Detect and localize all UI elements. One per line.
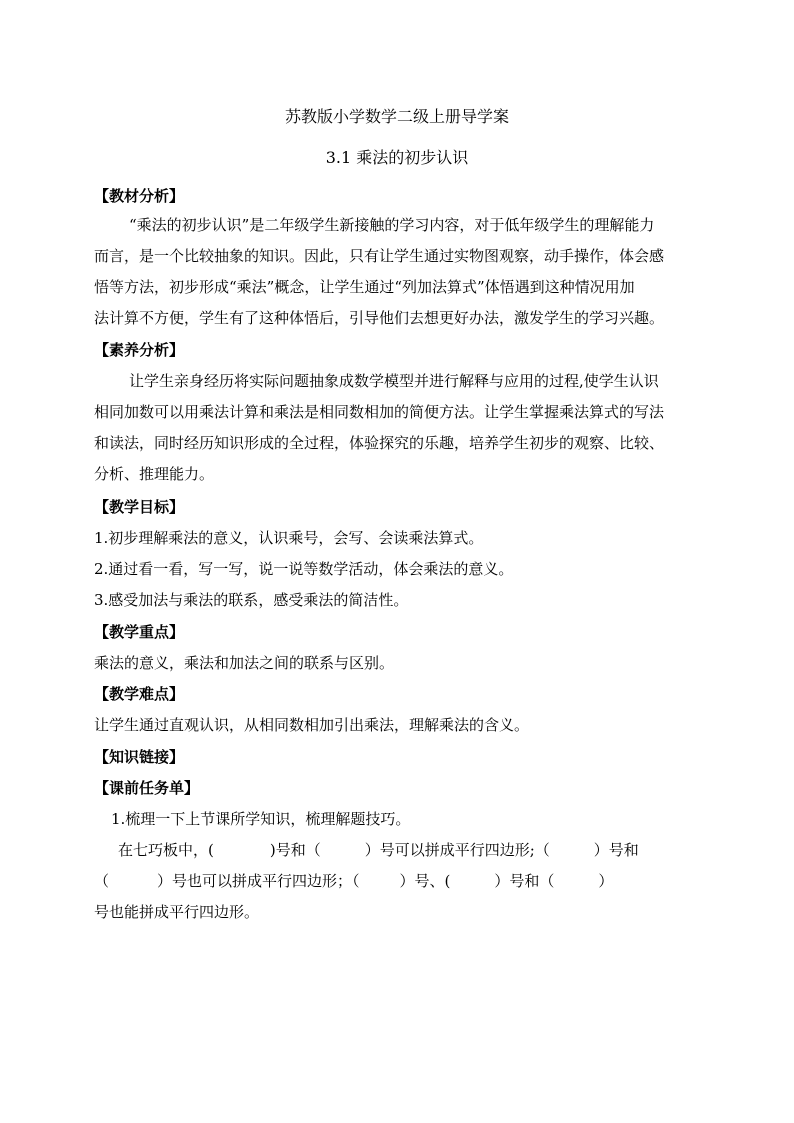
section-heading-literacy: 【素养分析】 <box>94 341 185 359</box>
exercise-text: ）号和（ <box>494 872 555 890</box>
pre-task-item: 1.梳理一下上节课所学知识，梳理解题技巧。 <box>111 810 411 828</box>
literacy-line: 让学生亲身经历将实际问题抽象成数学模型并进行解释与应用的过程,使学生认识 <box>129 372 659 390</box>
exercise-text: ）号也可以拼成平行四边形；（ <box>157 872 360 890</box>
exercise-line-3: 号也能拼成平行四边形。 <box>94 903 260 921</box>
document-subtitle: 3.1 乘法的初步认识 <box>325 148 469 167</box>
exercise-text: ）号可以拼成平行四边形;（ <box>364 841 550 859</box>
exercise-text: ）号、( <box>399 872 451 890</box>
analysis-line: “乘法的初步认识”是二年级学生新接触的学习内容，对于低年级学生的理解能力 <box>129 216 655 234</box>
exercise-line-1 <box>118 840 714 860</box>
section-heading-difficulties: 【教学难点】 <box>94 685 185 703</box>
goal-item: 2.通过看一看，写一写，说一说等数学活动，体会乘法的意义。 <box>94 560 514 578</box>
literacy-line: 分析、推理能力。 <box>94 465 215 483</box>
goal-item: 1.初步理解乘法的意义，认识乘号，会写、会读乘法算式。 <box>94 529 484 547</box>
literacy-line: 相同加数可以用乘法计算和乘法是相同数相加的简便方法。让学生掌握乘法算式的写法 <box>94 403 665 421</box>
difficulties-text: 让学生通过直观认识，从相同数相加引出乘法，理解乘法的含义。 <box>94 716 530 734</box>
section-heading-pre-task: 【课前任务单】 <box>94 779 200 797</box>
exercise-text: )号和（ <box>269 841 321 859</box>
key-points-text: 乘法的意义，乘法和加法之间的联系与区别。 <box>94 654 395 672</box>
exercise-text: ） <box>598 872 614 890</box>
section-heading-links: 【知识链接】 <box>94 748 185 766</box>
exercise-text: （ <box>94 872 110 890</box>
analysis-line: 悟等方法，初步形成“乘法”概念，让学生通过“列加法算式”体悟遇到这种情况用加 <box>94 278 635 296</box>
exercise-text: 在七巧板中，( <box>118 841 214 859</box>
section-heading-goals: 【教学目标】 <box>94 498 185 516</box>
literacy-line: 和读法，同时经历知识形成的全过程，体验探究的乐趣，培养学生初步的观察、比较、 <box>94 434 665 452</box>
section-heading-key-points: 【教学重点】 <box>94 623 185 641</box>
section-heading-analysis: 【教材分析】 <box>94 187 185 205</box>
document-title: 苏教版小学数学二级上册导学案 <box>284 107 509 126</box>
analysis-line: 而言，是一个比较抽象的知识。因此，只有让学生通过实物图观察，动手操作，体会感 <box>94 247 665 265</box>
goal-item: 3.感受加法与乘法的联系，感受乘法的简洁性。 <box>94 591 409 609</box>
exercise-text: ）号和 <box>593 841 639 859</box>
analysis-line: 法计算不方便，学生有了这种体悟后，引导他们去想更好办法，激发学生的学习兴趣。 <box>94 309 665 327</box>
exercise-line-2 <box>94 871 714 891</box>
